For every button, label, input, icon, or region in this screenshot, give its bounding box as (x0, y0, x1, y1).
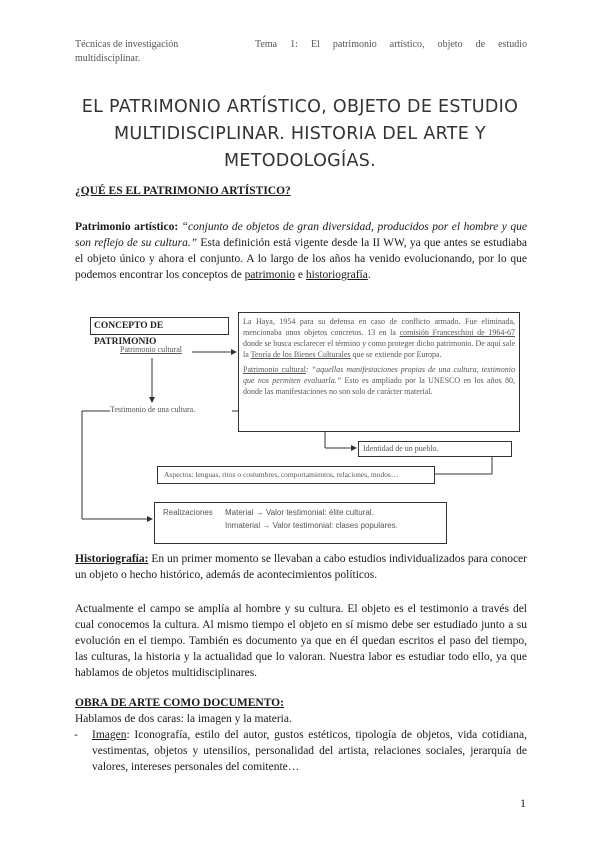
label-patrimonio-cultural: Patrimonio cultural (120, 345, 182, 354)
historiografia-text: En un primer momento se llevaban a cabo estudios individualizados para conocer un objeto o hecho histórico, además de acontecimientos políticos. (75, 553, 527, 581)
hague-box (238, 312, 520, 432)
hague-quote: : “aquellas manifestaciones propias de una cultura, testimonio que nos permiten evaluarla.” (243, 365, 515, 385)
conjunction: e (295, 269, 306, 281)
hague-text-d: Teoría de los Bienes Culturales (250, 350, 351, 359)
hague-text-c: donde se busca esclarecer el término y como proteger dicho patrimonio. De aquí sale la (243, 339, 515, 359)
hague-text-f: Esto es ampliado por la UNESCO en los años 80, donde las manifestaciones no son solo de carácter material. (243, 376, 515, 396)
realizaciones-box (154, 502, 447, 544)
paragraph-actualmente: Actualmente el campo se amplía al hombre y su cultura. El objeto es el testimonio a través del cual conocemos la cultura. Al mismo tiempo el objeto en sí mismo debe ser estudiado junto a su evolución en el tiempo. También es documento ya que en él quedan escritos el paso del tiempo, las culturas, la historia y la actualidad que lo valoran. Nuestra labor es estudiar todo ello, ya que hablamos de objetos multidisciplinares. (75, 603, 527, 679)
list-item-imagen (74, 727, 527, 775)
paragraph-text: Esta definición está vigente desde la II WW, ya que antes se estudiaba el objeto único y ahora el conjunto. A lo largo de los años ha venido evolucionando, por lo que podemos encontrar los conceptos de (75, 237, 527, 281)
period: . (367, 269, 371, 281)
list-item-text: : Iconografía, estilo del autor, gustos estéticos, tipología de objetos, vida cotidiana, vestimentas, objetos y utensilios, personalidad del artista, relaciones sociales, jerarquía de valores, intereses personales del comitente… (92, 729, 527, 773)
real-line-2: Inmaterial → Valor testimonial: clases populares. (225, 521, 398, 530)
header-left: Técnicas de investigación multidisciplinar. (75, 39, 179, 64)
section-heading-patrimonio (75, 183, 527, 199)
heading-text: ¿QUÉ ES EL PATRIMONIO ARTÍSTICO? (75, 185, 291, 197)
real-line-1: Material → Valor testimonial: élite cultural. (225, 508, 374, 517)
label-testimonio: Testimonio de una cultura. (110, 405, 196, 414)
list-item-label: Imagen (92, 729, 127, 741)
real-label: Realizaciones (163, 508, 213, 517)
list-dash: - (74, 729, 78, 741)
definition-quote: “conjunto de objetos de gran diversidad, producidos por el hombre y que son reflejo de su cultura.” (75, 221, 528, 249)
term-patrimonio: Patrimonio artístico: (75, 221, 179, 233)
aspects-box: Aspectos: lenguas, ritos o costumbres, comportamientos, relaciones, modos… (157, 466, 435, 484)
header-right: Tema 1: El patrimonio artístico, objeto de estudio (255, 39, 527, 50)
hague-paragraph-2 (243, 364, 515, 397)
hague-text-e: que se extiende por Europa. (350, 350, 442, 359)
hague-text-a: La Haya, 1954 para su defensa en caso de conflicto armado. Fue eliminada, mencionaba unos objetos concretos. 13 en la (243, 317, 515, 337)
hague-paragraph-1 (243, 316, 515, 360)
section-heading-obra (75, 695, 527, 711)
hague-text-b: comisión Franceschini de 1964-67 (399, 328, 515, 337)
obra-heading-text: OBRA DE ARTE COMO DOCUMENTO: (75, 697, 284, 709)
page-number: 1 (520, 796, 526, 810)
term-historiografia: Historiografía: (75, 553, 149, 565)
link-historiografia[interactable]: historiografía (305, 269, 368, 281)
obra-intro: Hablamos de dos caras: la imagen y la materia. (75, 713, 292, 725)
concept-box: CONCEPTO DE PATRIMONIO (90, 317, 229, 335)
paragraph-patrimonio (75, 219, 527, 283)
hague-term: Patrimonio cultural (243, 365, 306, 374)
page-title: EL PATRIMONIO ARTÍSTICO, OBJETO DE ESTUDIO MULTIDISCIPLINAR. HISTORIA DEL ARTE Y METODOLOGÍAS. (81, 97, 519, 171)
paragraph-historiografia (75, 551, 527, 583)
identity-box: Identidad de un pueblo. (358, 441, 512, 457)
link-patrimonio[interactable]: patrimonio (244, 269, 296, 281)
